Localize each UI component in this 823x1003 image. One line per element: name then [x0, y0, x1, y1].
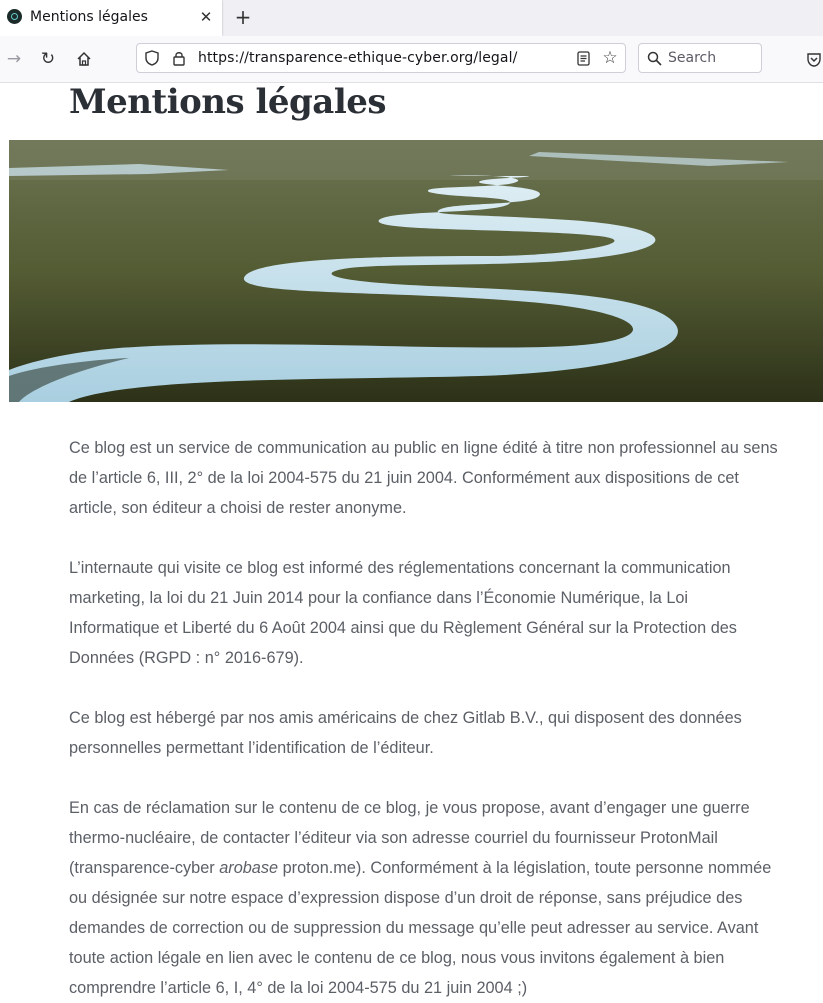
paragraph-hosting [69, 703, 823, 763]
paragraph-line: L’internaute qui visite ce blog est informé des réglementations concernant la communication [69, 559, 731, 577]
search-placeholder[interactable]: Search [668, 50, 717, 66]
pocket-icon[interactable] [803, 48, 823, 70]
paragraph-line: ou désignée sur notre espace d’expression dispose d’un droit de réponse, sans préjudice des [69, 889, 743, 907]
paragraph-line: Informatique et Liberté du 6 Août 2004 ainsi que du Règlement Général sur la Protection des [69, 619, 737, 637]
paragraph-complaints [69, 793, 823, 1003]
tab-bar [0, 0, 823, 36]
paragraph-line: toute action légale en lien avec le contenu de ce blog, nous vous invitons également à bien [69, 949, 725, 967]
paragraph-line: En cas de réclamation sur le contenu de ce blog, je vous propose, avant d’engager une guerre [69, 799, 750, 817]
address-bar[interactable] [136, 43, 626, 73]
tab-mentions-legales[interactable] [0, 0, 222, 36]
page-content [0, 82, 823, 1003]
email-at-word: arobase [219, 859, 279, 877]
paragraph-line: comprendre l’article 6, I, 4° de la loi 2004-575 du 21 juin 2004 ;) [69, 979, 528, 997]
forward-arrow-icon[interactable]: → [6, 49, 22, 69]
home-icon[interactable] [73, 48, 95, 70]
shield-icon[interactable] [142, 48, 162, 68]
paragraph-line: Données (RGPD : n° 2016-679). [69, 649, 304, 667]
paragraph-line: thermo-nucléaire, de contacter l’éditeur via son adresse courriel du fournisseur ProtonMail [69, 829, 718, 847]
lock-icon[interactable] [169, 48, 189, 68]
url-text[interactable]: https://transparence-ethique-cyber.org/legal/ [198, 50, 518, 66]
navigation-bar [0, 36, 823, 83]
tab-title: Mentions légales [30, 9, 148, 25]
bookmark-star-icon[interactable]: ☆ [602, 48, 618, 68]
hero-image [9, 140, 823, 402]
email-prefix: (transparence-cyber [69, 859, 220, 877]
reader-view-icon[interactable] [573, 48, 593, 68]
paragraph-line: article, son éditeur a choisi de rester anonyme. [69, 499, 407, 517]
paragraph-line: Ce blog est un service de communication au public en ligne édité à titre non professionnel au sens [69, 439, 778, 457]
search-icon [644, 48, 664, 68]
reload-icon[interactable]: ↻ [40, 49, 56, 69]
paragraph-line: Ce blog est hébergé par nos amis américains de chez Gitlab B.V., qui disposent des données [69, 709, 742, 727]
search-box[interactable] [638, 43, 762, 73]
page-title: Mentions légales [69, 82, 387, 122]
email-suffix: proton.me). Conformément à la législation, toute personne nommée [278, 859, 772, 877]
paragraph-line: marketing, la loi du 21 Juin 2014 pour la confiance dans l’Économie Numérique, la Loi [69, 589, 689, 607]
paragraph-publication [69, 433, 823, 523]
close-tab-icon[interactable]: ✕ [199, 8, 213, 26]
paragraph-line: de l’article 6, III, 2° de la loi 2004-575 du 21 juin 2004. Conformément aux dispositions de cet [69, 469, 739, 487]
paragraph-line: demandes de correction ou de suppression du message qu’elle peut adresser au service. Avant [69, 919, 759, 937]
site-favicon-icon [7, 9, 22, 24]
paragraph-line-email [69, 853, 823, 883]
paragraph-regulations [69, 553, 823, 673]
paragraph-line: personnelles permettant l’identification de l’éditeur. [69, 739, 434, 757]
new-tab-icon[interactable]: + [234, 5, 252, 29]
